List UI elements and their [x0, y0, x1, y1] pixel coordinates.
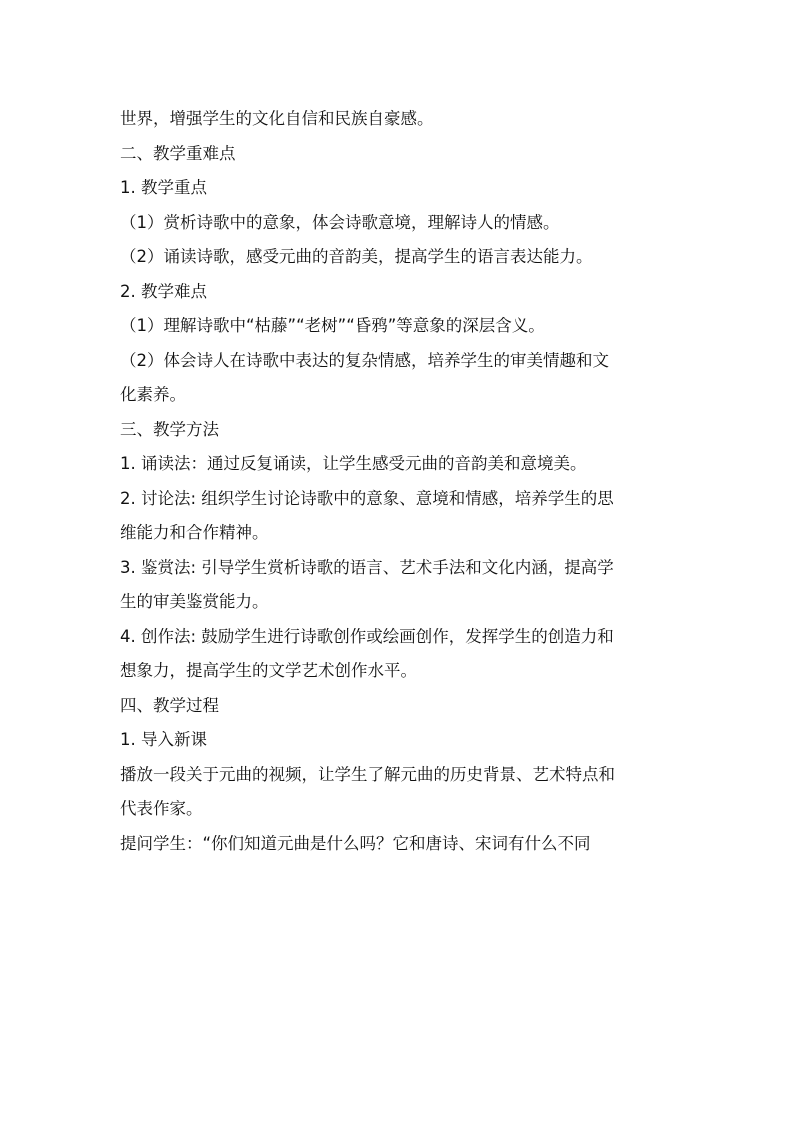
- text-line: 世界，增强学生的文化自信和民族自豪感。: [120, 109, 434, 128]
- text-line: 4. 创作法: 鼓励学生进行诗歌创作或绘画创作，发挥学生的创造力和: [120, 626, 614, 646]
- text-line: （1）赏析诗歌中的意象，体会诗歌意境，理解诗人的情感。: [120, 212, 560, 232]
- text-line: 3. 鉴赏法: 引导学生赏析诗歌的语言、艺术手法和文化内涵，提高学: [120, 557, 614, 577]
- section-heading: 四、教学过程: [120, 695, 219, 715]
- text-line: 生的审美鉴赏能力。: [120, 592, 269, 611]
- text-line: 2. 讨论法: 组织学生讨论诗歌中的意象、意境和情感，培养学生的思: [120, 488, 614, 508]
- section-heading: 二、教学重难点: [120, 143, 236, 163]
- section-heading: 三、教学方法: [120, 419, 219, 439]
- text-line: （1）理解诗歌中“枯藤”“老树”“昏鸦”等意象的深层含义。: [120, 316, 545, 335]
- text-line: 1. 诵读法：通过反复诵读，让学生感受元曲的音韵美和意境美。: [120, 454, 587, 473]
- subsection-heading: 2. 教学难点: [120, 281, 207, 301]
- text-line: 维能力和合作精神。: [120, 523, 269, 542]
- text-line: 提问学生：“你们知道元曲是什么吗？它和唐诗、宋词有什么不同: [120, 833, 591, 853]
- subsection-heading: 1. 教学重点: [120, 178, 207, 197]
- subsection-heading: 1. 导入新课: [120, 730, 207, 749]
- text-line: （2）体会诗人在诗歌中表达的复杂情感，培养学生的审美情趣和文: [120, 350, 609, 370]
- text-line: 化素养。: [120, 385, 186, 404]
- document-body: [120, 102, 680, 861]
- text-line: 代表作家。: [120, 799, 203, 818]
- text-line: 想象力，提高学生的文学艺术创作水平。: [120, 661, 417, 680]
- text-line: 播放一段关于元曲的视频，让学生了解元曲的历史背景、艺术特点和: [120, 764, 615, 784]
- text-line: （2）诵读诗歌，感受元曲的音韵美，提高学生的语言表达能力。: [120, 247, 593, 266]
